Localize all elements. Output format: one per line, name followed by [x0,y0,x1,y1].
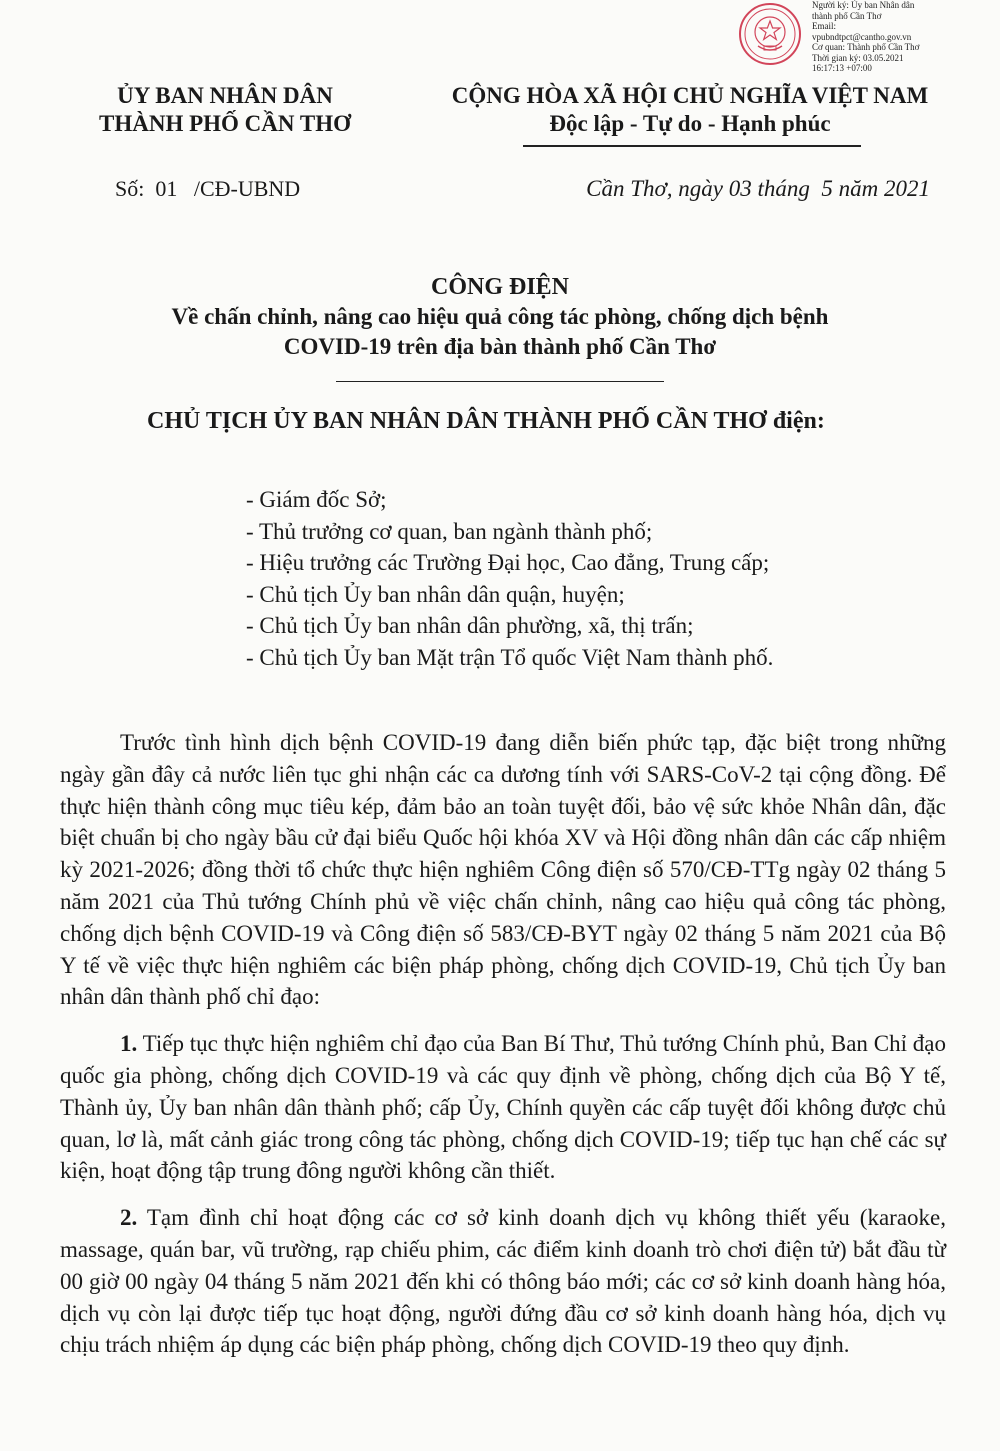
document-date: Cần Thơ, ngày 03 tháng 5 năm 2021 [586,176,930,201]
document-title: CÔNG ĐIỆN [430,274,569,300]
title-divider [336,381,664,382]
item-text: Tiếp tục thực hiện nghiêm chỉ đạo của Ban Bí Thư, Thủ tướng Chính phủ, Ban Chỉ đạo quốc gia phòng, chống dịch COVID-19 và các quy định về phòng, chống dịch của Bộ Y tế, Thành ủy, Ủy ban nhân dân thành phố; cấp Ủy, Chính quyền các cấp tuyệt đối không được chủ quan, lơ là, mất cảnh giác trong công tác phòng, chống dịch COVID-19; tiếp tục hạn chế các sự kiện, hoạt động tập trung đông người không cần thiết. [60,1031,946,1184]
national-emblem-seal-icon [738,2,802,66]
national-motto [410,82,970,138]
recipient-item: - Thủ trưởng cơ quan, ban ngành thành phố; [246,518,653,544]
intro-paragraph: Trước tình hình dịch bệnh COVID-19 đang diễn biến phức tạp, đặc biệt trong những ngày gần đây cả nước liên tục ghi nhận các ca dương tính với SARS-CoV-2 tại cộng đồng. Để thực hiện thành công mục tiêu kép, đảm bảo an toàn tuyệt đối, bảo vệ sức khỏe Nhân dân, đặc biệt chuẩn bị cho ngày bầu cử đại biểu Quốc hội khóa XV và Hội đồng nhân dân các cấp nhiệm kỳ 2021-2026; đồng thời tổ chức thực hiện nghiêm Công điện số 570/CĐ-TTg ngày 02 tháng 5 năm 2021 của Thủ tướng Chính phủ về việc chấn chỉnh, nâng cao hiệu quả công tác phòng, chống dịch bệnh COVID-19 và Công điện số 583/CĐ-BYT ngày 02 tháng 5 năm 2021 của Bộ Y tế về việc thực hiện nghiêm các biện pháp phòng, chống dịch COVID-19, Chủ tịch Ủy ban nhân dân thành phố chỉ đạo: [60,730,946,1010]
title-block [60,272,940,362]
signature-line: Cơ quan: Thành phố Cần Thơ [812,42,920,52]
directive-item-1 [60,1028,946,1187]
addressee-heading: CHỦ TỊCH ỦY BAN NHÂN DÂN THÀNH PHỐ CẦN THƠ điện: [147,408,825,434]
motto-underline [523,145,861,147]
recipient-item: - Chủ tịch Ủy ban Mặt trận Tổ quốc Việt Nam thành phố. [246,644,774,670]
document-subtitle: COVID-19 trên địa bàn thành phố Cần Thơ [283,334,717,359]
country-name: CỘNG HÒA XÃ HỘI CHỦ NGHĨA VIỆT NAM [451,83,929,108]
recipient-item: - Hiệu trưởng các Trường Đại học, Cao đẳng, Trung cấp; [246,550,770,575]
signature-line: thành phố Cần Thơ [812,10,882,21]
digital-signature-info [812,0,997,74]
item-number: 1. [120,1031,138,1057]
signature-line: 16:17:13 +07:00 [812,63,872,73]
recipient-item: - Chủ tịch Ủy ban nhân dân quận, huyện; [246,581,625,607]
document-subtitle: Về chấn chỉnh, nâng cao hiệu quả công tác phòng, chống dịch bệnh [171,304,829,329]
recipient-list [246,484,946,673]
issuing-authority [60,82,390,138]
signature-line: Thời gian ký: 03.05.2021 [812,52,904,63]
directive-item-2 [60,1202,946,1361]
document-body [60,727,946,1376]
recipient-item: - Giám đốc Sở; [246,487,387,512]
document-number: Số: 01 /CĐ-UBND [115,176,301,201]
recipient-item: - Chủ tịch Ủy ban nhân dân phường, xã, thị trấn; [246,613,694,638]
item-number: 2. [120,1205,138,1231]
signature-line: Email: [812,21,836,31]
authority-line: ỦY BAN NHÂN DÂN [117,83,333,108]
motto-line: Độc lập - Tự do - Hạnh phúc [549,111,831,136]
item-text: Tạm đình chỉ hoạt động các cơ sở kinh doanh dịch vụ không thiết yếu (karaoke, massage, quán bar, vũ trường, rạp chiếu phim, các điểm kinh doanh trò chơi điện tử) bắt đầu từ 00 giờ 00 ngày 04 tháng 5 năm 2021 đến khi có thông báo mới; các cơ sở kinh doanh hàng hóa, dịch vụ còn lại được tiếp tục hoạt động, người đứng đầu cơ sở kinh doanh hàng hóa, dịch vụ chịu trách nhiệm áp dụng các biện pháp phòng, chống dịch COVID-19 theo quy định. [60,1205,946,1358]
authority-line: THÀNH PHỐ CẦN THƠ [99,111,351,136]
signature-line: vpubndtpct@cantho.gov.vn [812,31,912,42]
signature-line: Người ký: Ủy ban Nhân dân [812,0,915,10]
